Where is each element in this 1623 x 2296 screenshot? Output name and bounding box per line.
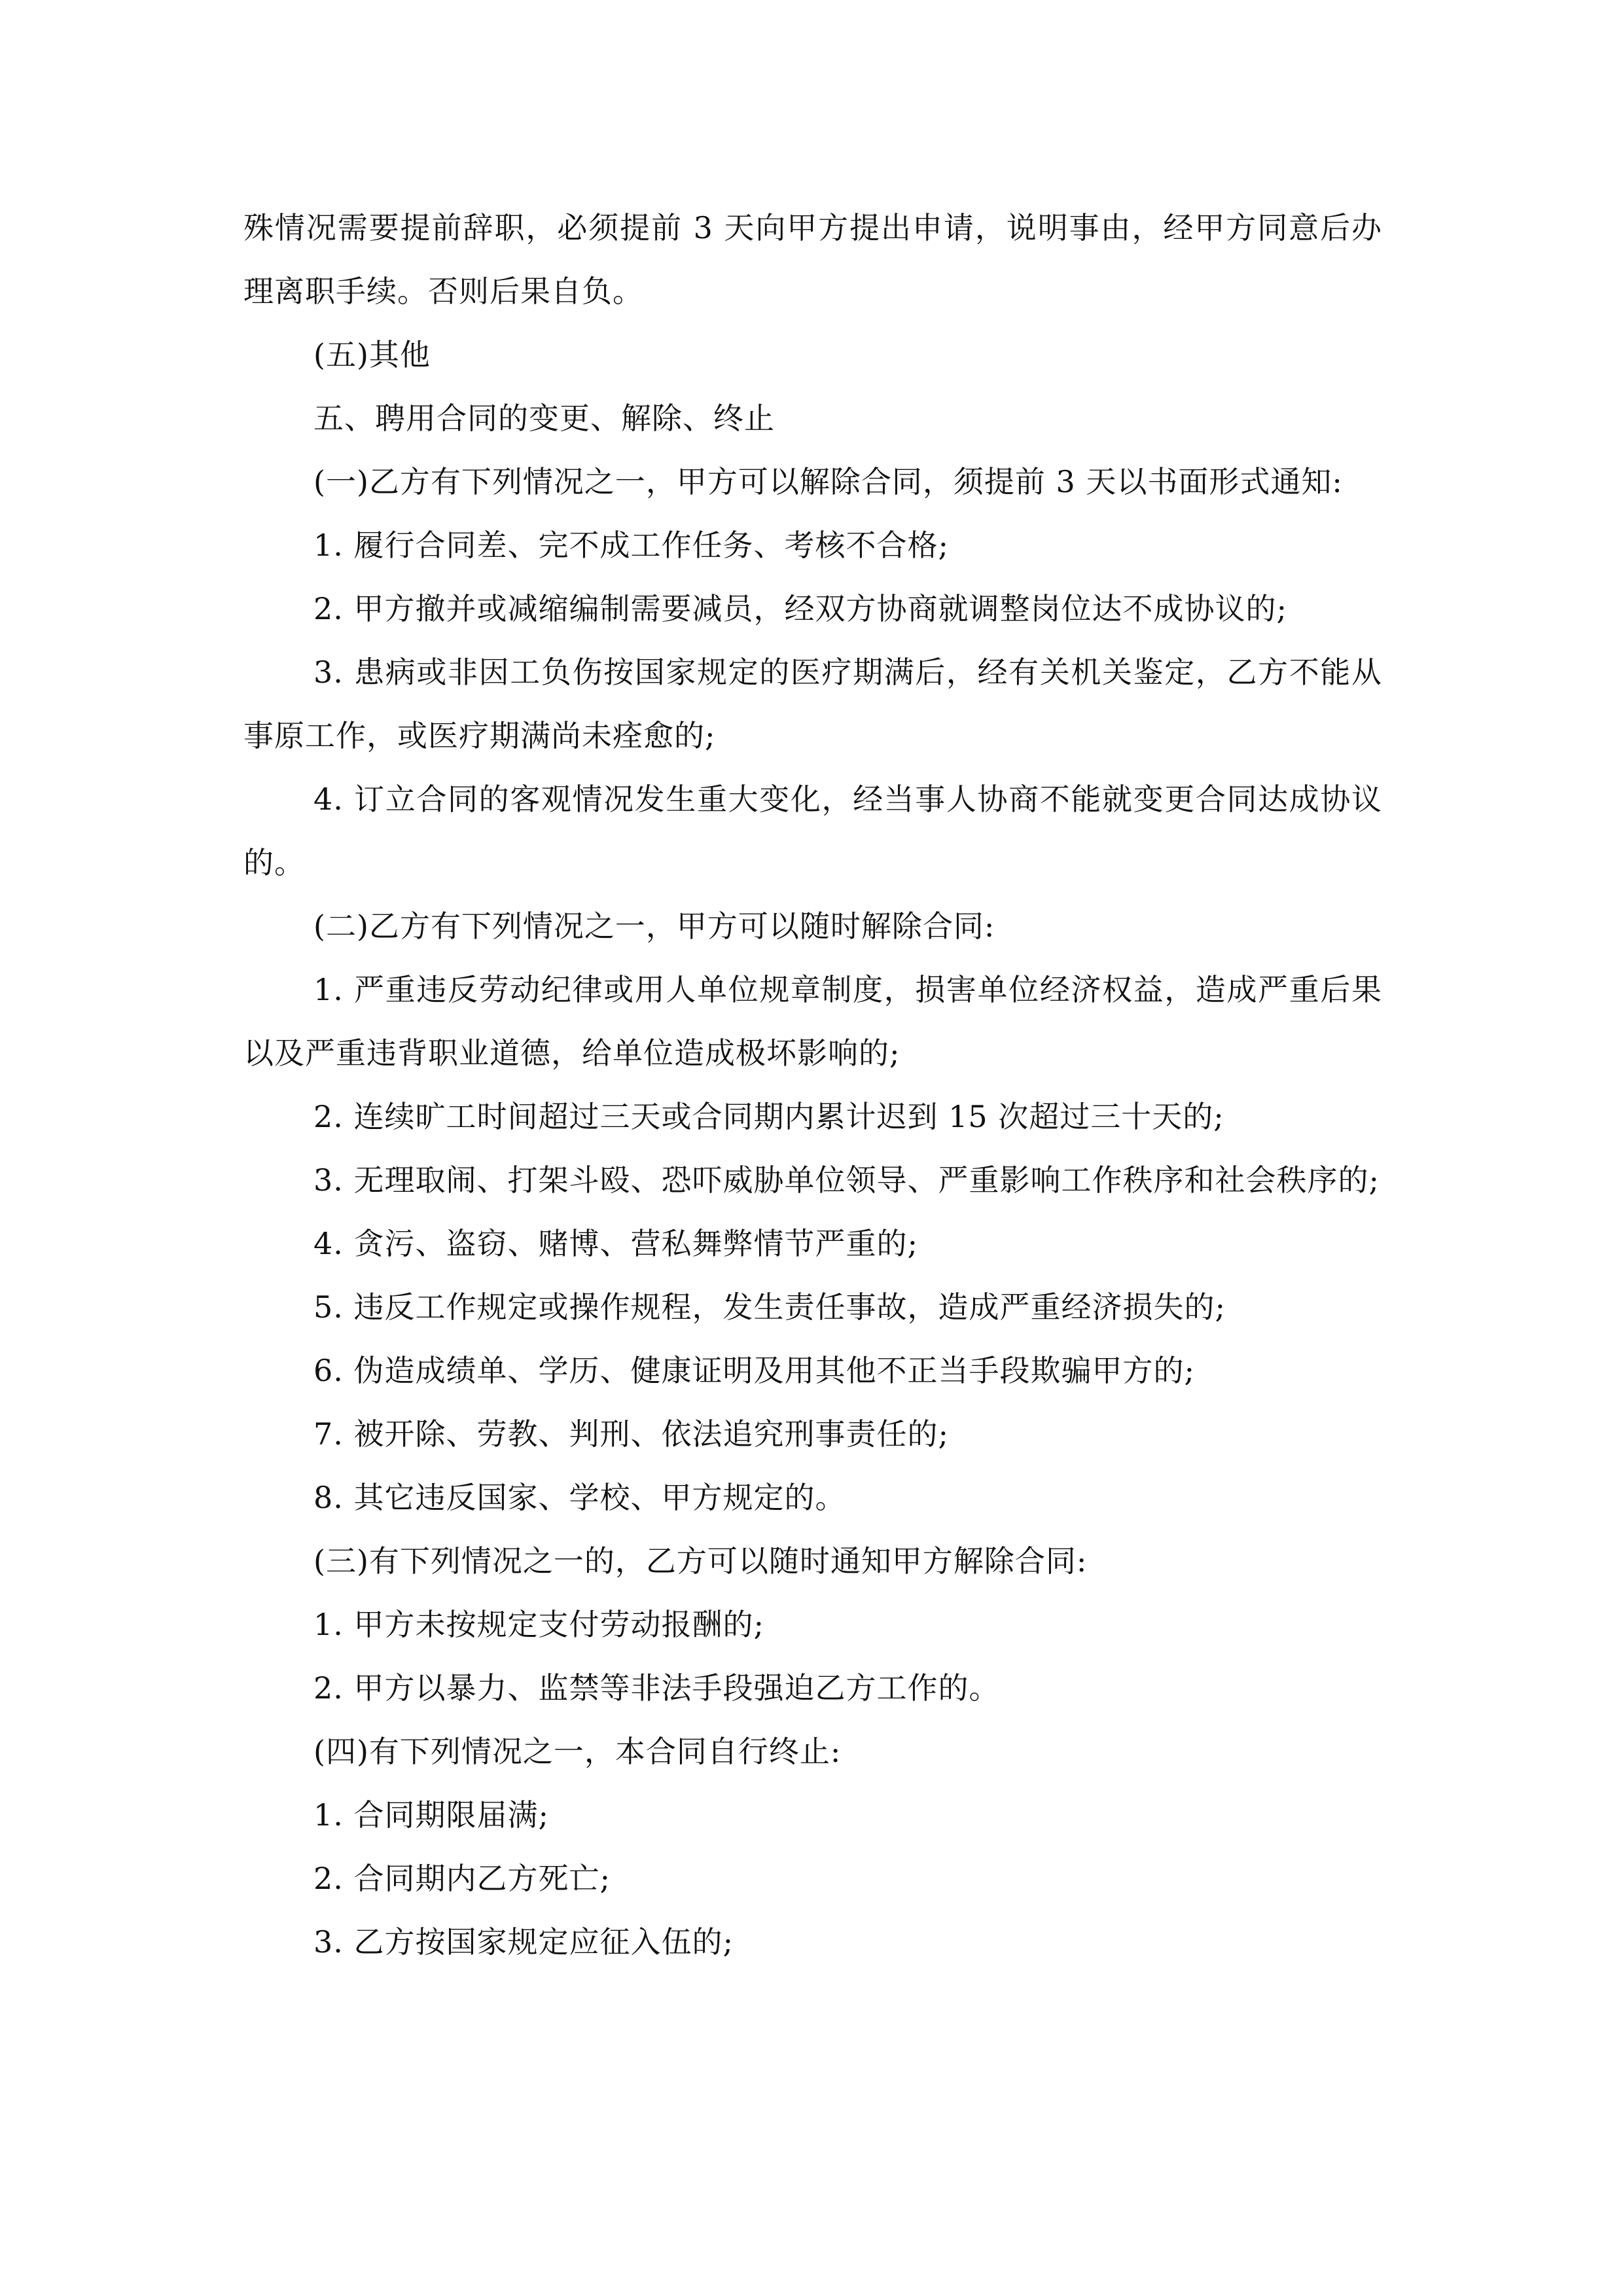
list-item: 1. 合同期限届满; — [313, 1797, 550, 1833]
section-heading-contract-change: 五、聘用合同的变更、解除、终止 — [313, 401, 775, 436]
list-item: 4. 贪污、盗窃、赌博、营私舞弊情节严重的; — [313, 1226, 919, 1261]
section-heading-other: (五)其他 — [313, 337, 431, 372]
list-item: 4. 订立合同的客观情况发生重大变化，经当事人协商不能就变更合同达成协议的。 — [243, 781, 1382, 880]
list-item: 7. 被开除、劳教、判刑、依法追究刑事责任的; — [313, 1416, 950, 1452]
paragraph-continuation: 殊情况需要提前辞职，必须提前 3 天向甲方提出申请，说明事由，经甲方同意后办理离职手续。否则后果自负。 — [243, 210, 1382, 309]
list-item: 3. 患病或非因工负伤按国家规定的医疗期满后，经有关机关鉴定，乙方不能从事原工作，或医疗期满尚未痊愈的; — [243, 655, 1382, 753]
list-item: 1. 履行合同差、完不成工作任务、考核不合格; — [313, 528, 950, 563]
list-item: 5. 违反工作规定或操作规程，发生责任事故，造成严重经济损失的; — [313, 1289, 1226, 1325]
subsection-heading-4: (四)有下列情况之一，本合同自行终止: — [313, 1734, 842, 1769]
list-item: 3. 乙方按国家规定应征入伍的; — [313, 1924, 734, 1960]
list-item: 1. 严重违反劳动纪律或用人单位规章制度，损害单位经济权益，造成严重后果以及严重违背职业道德，给单位造成极坏影响的; — [243, 972, 1382, 1071]
list-item: 6. 伪造成绩单、学历、健康证明及用其他不正当手段欺骗甲方的; — [313, 1353, 1196, 1388]
list-item: 2. 连续旷工时间超过三天或合同期内累计迟到 15 次超过三十天的; — [313, 1099, 1224, 1134]
list-item: 2. 甲方撤并或减缩编制需要减员，经双方协商就调整岗位达不成协议的; — [313, 591, 1288, 626]
list-item: 2. 甲方以暴力、监禁等非法手段强迫乙方工作的。 — [313, 1670, 1000, 1706]
list-item: 2. 合同期内乙方死亡; — [313, 1861, 611, 1896]
document-body — [243, 196, 1382, 1974]
subsection-heading-2: (二)乙方有下列情况之一，甲方可以随时解除合同: — [313, 908, 995, 944]
subsection-heading-1: (一)乙方有下列情况之一，甲方可以解除合同，须提前 3 天以书面形式通知: — [313, 464, 1343, 499]
list-item: 3. 无理取闹、打架斗殴、恐吓威胁单位领导、严重影响工作秩序和社会秩序的; — [313, 1162, 1380, 1198]
list-item: 8. 其它违反国家、学校、甲方规定的。 — [313, 1480, 846, 1515]
subsection-heading-3: (三)有下列情况之一的，乙方可以随时通知甲方解除合同: — [313, 1543, 1088, 1579]
list-item: 1. 甲方未按规定支付劳动报酬的; — [313, 1607, 765, 1642]
